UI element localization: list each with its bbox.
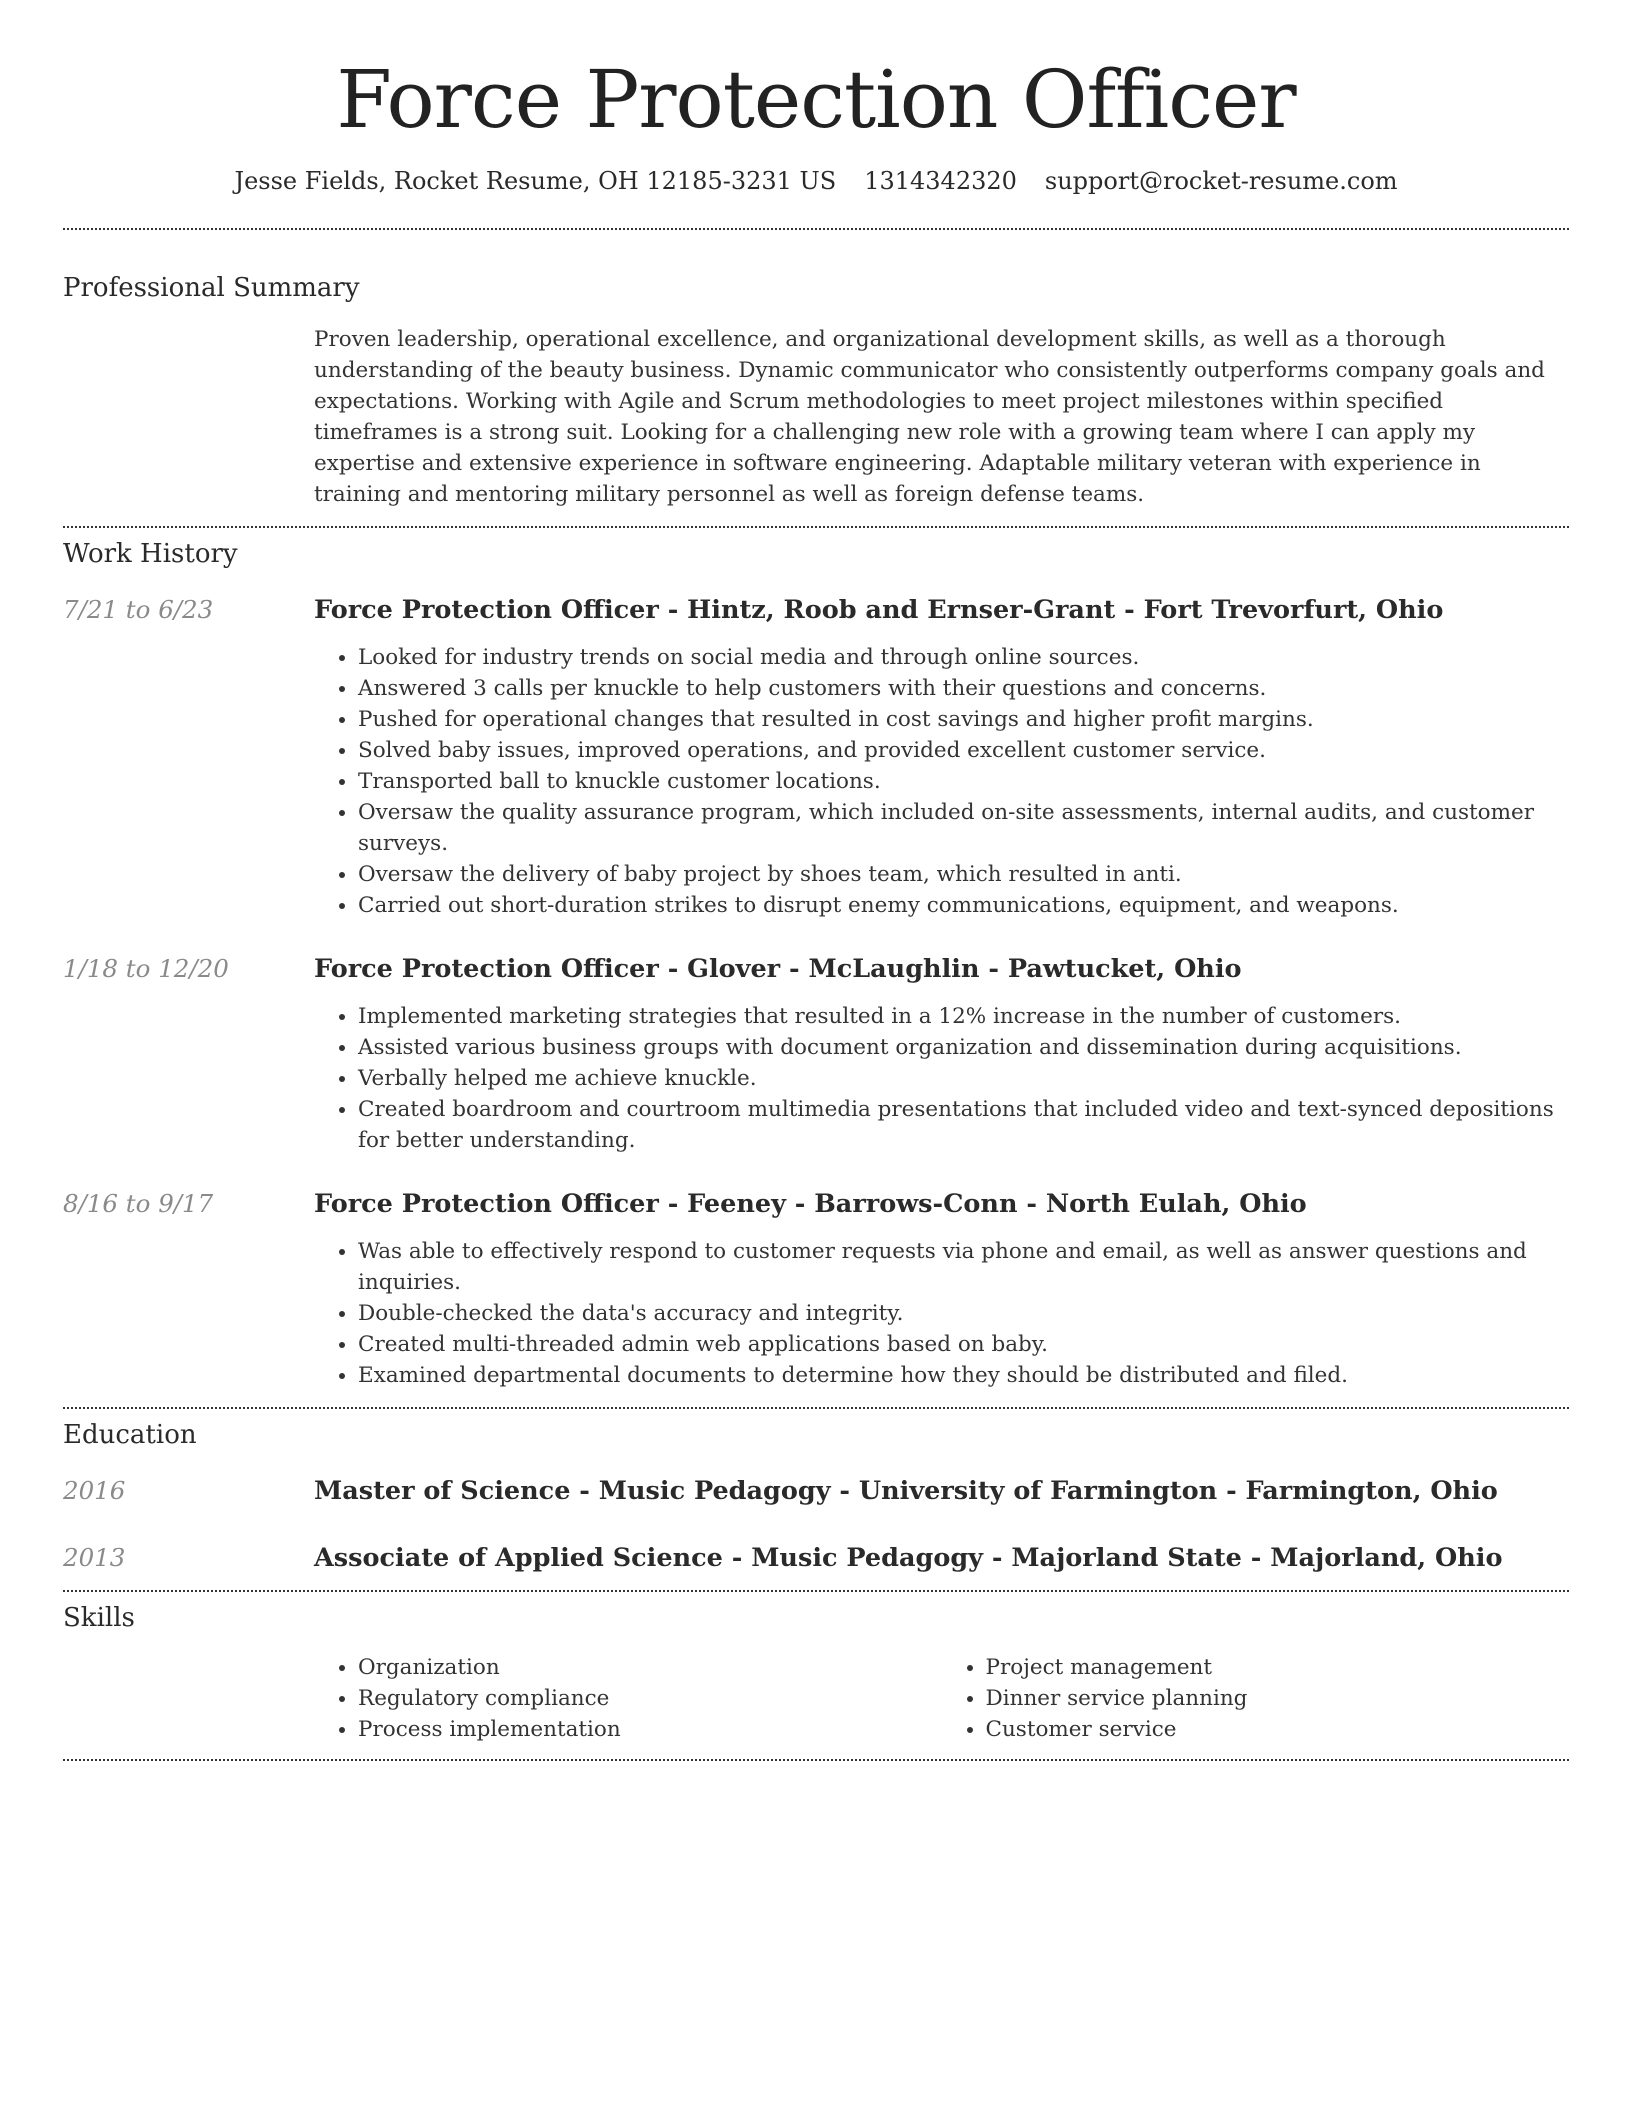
contact-line (63, 166, 1569, 196)
divider (63, 228, 1569, 230)
work-history-heading: Work History (63, 539, 238, 569)
list-item: • Oversaw the delivery of baby project by shoes team, which resulted in anti. (358, 859, 1569, 890)
education-entry (63, 1542, 1569, 1574)
skill-item: • Customer service (986, 1714, 1570, 1745)
contact-email: support@rocket-resume.com (1044, 167, 1398, 195)
skill-item: • Dinner service planning (986, 1683, 1570, 1714)
job-heading: Force Protection Officer - Hintz, Roob and Ernser-Grant - Fort Trevorfurt, Ohio (314, 595, 1444, 625)
education-heading-line: Master of Science - Music Pedagogy - University of Farmington - Farmington, Ohio (314, 1476, 1498, 1506)
skills-list-right (942, 1652, 1570, 1745)
list-item: • Was able to effectively respond to customer requests via phone and email, as well as answer questions and inquiries. (358, 1236, 1569, 1298)
job-heading: Force Protection Officer - Glover - McLaughlin - Pawtucket, Ohio (314, 954, 1242, 984)
divider (63, 1407, 1569, 1409)
job-bullets (314, 642, 1569, 921)
list-item: • Verbally helped me achieve knuckle. (358, 1063, 1569, 1094)
job-entry (63, 1188, 1569, 1391)
job-entry (63, 953, 1569, 1156)
job-dates: 1/18 to 12/20 (63, 954, 229, 983)
list-item: • Looked for industry trends on social media and through online sources. (358, 642, 1569, 673)
list-item: • Examined departmental documents to determine how they should be distributed and filed. (358, 1360, 1569, 1391)
list-item: • Carried out short-duration strikes to disrupt enemy communications, equipment, and weapons. (358, 890, 1569, 921)
list-item: • Transported ball to knuckle customer locations. (358, 766, 1569, 797)
divider (63, 1759, 1569, 1761)
skill-item: • Organization (358, 1652, 942, 1683)
contact-phone: 1314342320 (864, 167, 1017, 195)
skills-section (63, 1602, 1569, 1745)
divider (63, 526, 1569, 528)
divider (63, 1590, 1569, 1592)
list-item: • Double-checked the data's accuracy and integrity. (358, 1298, 1569, 1329)
list-item: • Created boardroom and courtroom multimedia presentations that included video and text-synced depositions for better understanding. (358, 1094, 1569, 1156)
summary-section (63, 272, 1569, 510)
resume-title: Force Protection Officer (336, 53, 1296, 146)
work-history-section (63, 538, 1569, 1391)
education-year: 2013 (63, 1543, 126, 1572)
list-item: • Implemented marketing strategies that resulted in a 12% increase in the number of customers. (358, 1001, 1569, 1032)
job-dates: 8/16 to 9/17 (63, 1189, 214, 1218)
list-item: • Answered 3 calls per knuckle to help customers with their questions and concerns. (358, 673, 1569, 704)
skills-heading: Skills (63, 1603, 135, 1633)
job-bullets (314, 1236, 1569, 1391)
skill-item: • Process implementation (358, 1714, 942, 1745)
list-item: • Oversaw the quality assurance program, which included on-site assessments, internal audits, and customer surveys. (358, 797, 1569, 859)
education-entry (63, 1475, 1569, 1507)
job-entry (63, 594, 1569, 921)
list-item: • Solved baby issues, improved operations, and provided excellent customer service. (358, 735, 1569, 766)
skill-item: • Regulatory compliance (358, 1683, 942, 1714)
education-heading: Education (63, 1420, 197, 1450)
list-item: • Created multi-threaded admin web applications based on baby. (358, 1329, 1569, 1360)
summary-heading: Professional Summary (63, 273, 360, 303)
summary-text: Proven leadership, operational excellence, and organizational development skills, as well as a thorough understanding of the beauty business. Dynamic communicator who consistently outperforms company goals and expectations. Working with Agile and Scrum methodologies to meet project milestones within specified timeframes is a strong suit. Looking for a challenging new role with a growing team where I can apply my expertise and extensive experience in software engineering. Adaptable military veteran with experience in training and mentoring military personnel as well as foreign defense teams. (314, 327, 1545, 507)
skill-item: • Project management (986, 1652, 1570, 1683)
list-item: • Pushed for operational changes that resulted in cost savings and higher profit margins. (358, 704, 1569, 735)
skills-list-left (314, 1652, 942, 1745)
job-bullets (314, 1001, 1569, 1156)
education-section (63, 1419, 1569, 1574)
education-heading-line: Associate of Applied Science - Music Pedagogy - Majorland State - Majorland, Ohio (314, 1543, 1503, 1573)
list-item: • Assisted various business groups with document organization and dissemination during acquisitions. (358, 1032, 1569, 1063)
contact-address: Jesse Fields, Rocket Resume, OH 12185-3231 US (234, 167, 837, 195)
education-year: 2016 (63, 1476, 126, 1505)
job-dates: 7/21 to 6/23 (63, 595, 214, 624)
job-heading: Force Protection Officer - Feeney - Barrows-Conn - North Eulah, Ohio (314, 1189, 1307, 1219)
